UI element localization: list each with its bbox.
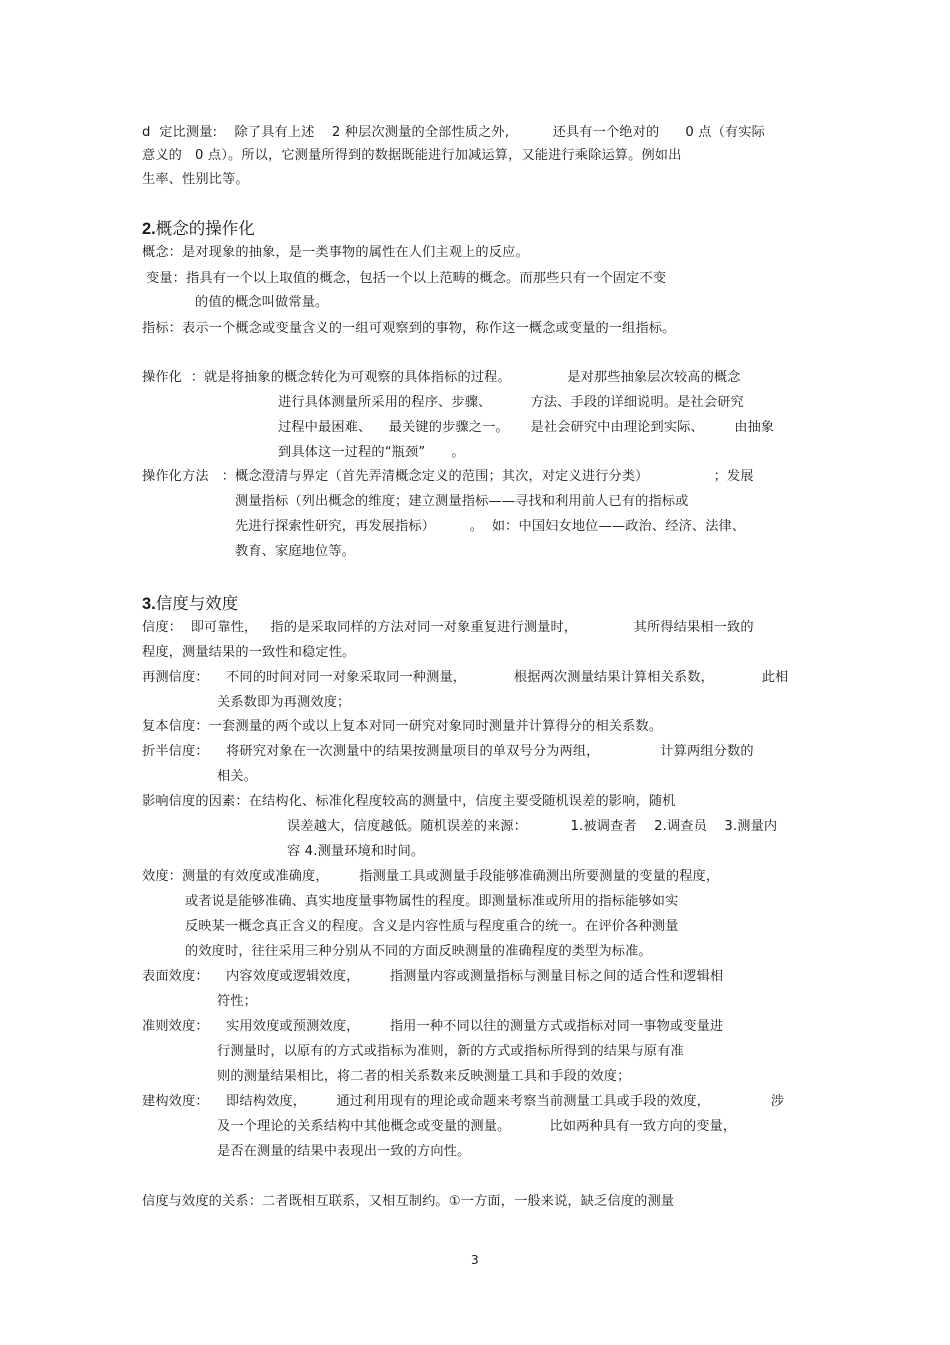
text-line: 符性；: [217, 994, 258, 1009]
text-line: 反映某一概念真正含义的程度。含义是内容性质与程度重合的统一。在评价各种测量: [185, 919, 679, 934]
text-line: 先进行探索性研究，再发展指标） 。 如：中国妇女地位——政治、经济、法律、: [235, 519, 746, 534]
text-line: 是否在测量的结果中表现出一致的方向性。: [217, 1144, 471, 1159]
text-line: 信度与效度的关系：二者既相互联系，又相互制约。①一方面，一般来说，缺乏信度的测量: [142, 1194, 675, 1209]
text-line: 关系数即为再测效度；: [217, 695, 351, 710]
section-heading: [142, 219, 255, 239]
text-line: 测量指标（列出概念的维度；建立测量指标——寻找和利用前人已有的指标或: [235, 494, 689, 509]
text-line: 进行具体测量所采用的程序、步骤、 方法、手段的详细说明。是社会研究: [278, 395, 744, 410]
text-line: 信度： 即可靠性， 指的是采取同样的方法对同一对象重复进行测量时， 其所得结果相一致的: [142, 620, 754, 635]
text-line: 相关。: [217, 769, 258, 784]
text-line: 及一个理论的关系结构中其他概念或变量的测量。 比如两种具有一致方向的变量，: [217, 1119, 737, 1134]
text-line: 行测量时，以原有的方式或指标为准则，新的方式或指标所得到的结果与原有准: [217, 1044, 684, 1059]
text-line: 的效度时，往往采用三种分别从不同的方面反映测量的准确程度的类型为标准。: [185, 944, 652, 959]
text-line: 折半信度： 将研究对象在一次测量中的结果按测量项目的单双号分为两组， 计算两组分数的: [142, 744, 754, 759]
section-title: 信度与效度: [155, 594, 239, 613]
text-line: 概念：是对现象的抽象，是一类事物的属性在人们主观上的反应。: [142, 245, 529, 260]
text-line: 程度，测量结果的一致性和稳定性。: [142, 645, 356, 660]
text-line: 指标：表示一个概念或变量含义的一组可观察到的事物，称作这一概念或变量的一组指标。: [142, 321, 676, 336]
section-title: 概念的操作化: [155, 219, 255, 238]
text-line: 操作化 ：就是将抽象的概念转化为可观察的具体指标的过程。 是对那些抽象层次较高的概念: [142, 370, 741, 385]
text-line: 过程中最困难、 最关键的步骤之一。 是社会研究中由理论到实际、 由抽象: [278, 420, 775, 435]
text-line: 教育、家庭地位等。: [235, 544, 356, 559]
text-line: 则的测量结果相比，将二者的相关系数来反映测量工具和手段的效度；: [217, 1069, 631, 1084]
text-line: 再测信度： 不同的时间对同一对象采取同一种测量， 根据两次测量结果计算相关系数， 此相: [142, 670, 789, 685]
text-line: 效度：测量的有效度或准确度， 指测量工具或测量手段能够准确测出所要测量的变量的程度，: [142, 869, 720, 884]
text-line: 表面效度： 内容效度或逻辑效度， 指测量内容或测量指标与测量目标之间的适合性和逻辑相: [142, 969, 724, 984]
text-line: 建构效度： 即结构效度， 通过利用现有的理论或命题来考察当前测量工具或手段的效度， 涉: [142, 1094, 785, 1109]
text-line: 的值的概念叫做常量。: [195, 295, 329, 310]
text-line: 或者说是能够准确、真实地度量事物属性的程度。即测量标准或所用的指标能够如实: [185, 894, 679, 909]
text-line: 复本信度：一套测量的两个或以上复本对同一研究对象同时测量并计算得分的相关系数。: [142, 719, 663, 734]
text-line: 影响信度的因素：在结构化、标准化程度较高的测量中，信度主要受随机误差的影响，随机: [142, 794, 676, 809]
section-number: 3.: [142, 595, 156, 613]
text-line: 操作化方法 ：概念澄清与界定（首先弄清概念定义的范围；其次，对定义进行分类） ；发展: [142, 469, 754, 484]
text-line: 变量：指具有一个以上取值的概念，包括一个以上范畴的概念。而那些只有一个固定不变: [146, 271, 667, 286]
page-number: 3: [471, 1253, 479, 1267]
section-heading: [142, 594, 238, 614]
section-number: 2.: [142, 220, 156, 238]
text-line: 误差越大，信度越低。随机误差的来源： 1.被调查者 2.调查员 3.测量内: [287, 819, 778, 834]
text-line: 到具体这一过程的“瓶颈” 。: [278, 445, 465, 460]
text-line: 意义的 0 点）。所以，它测量所得到的数据既能进行加减运算，又能进行乘除运算。例如出: [142, 148, 682, 163]
text-line: 准则效度： 实用效度或预测效度， 指用一种不同以往的测量方式或指标对同一事物或变量进: [142, 1019, 724, 1034]
text-line: 容 4.测量环境和时间。: [287, 844, 425, 859]
text-line: 生率、性别比等。: [142, 172, 249, 187]
text-line: d 定比测量: 除了具有上述 2 种层次测量的全部性质之外, 还具有一个绝对的 0 点（有实际: [142, 125, 765, 140]
